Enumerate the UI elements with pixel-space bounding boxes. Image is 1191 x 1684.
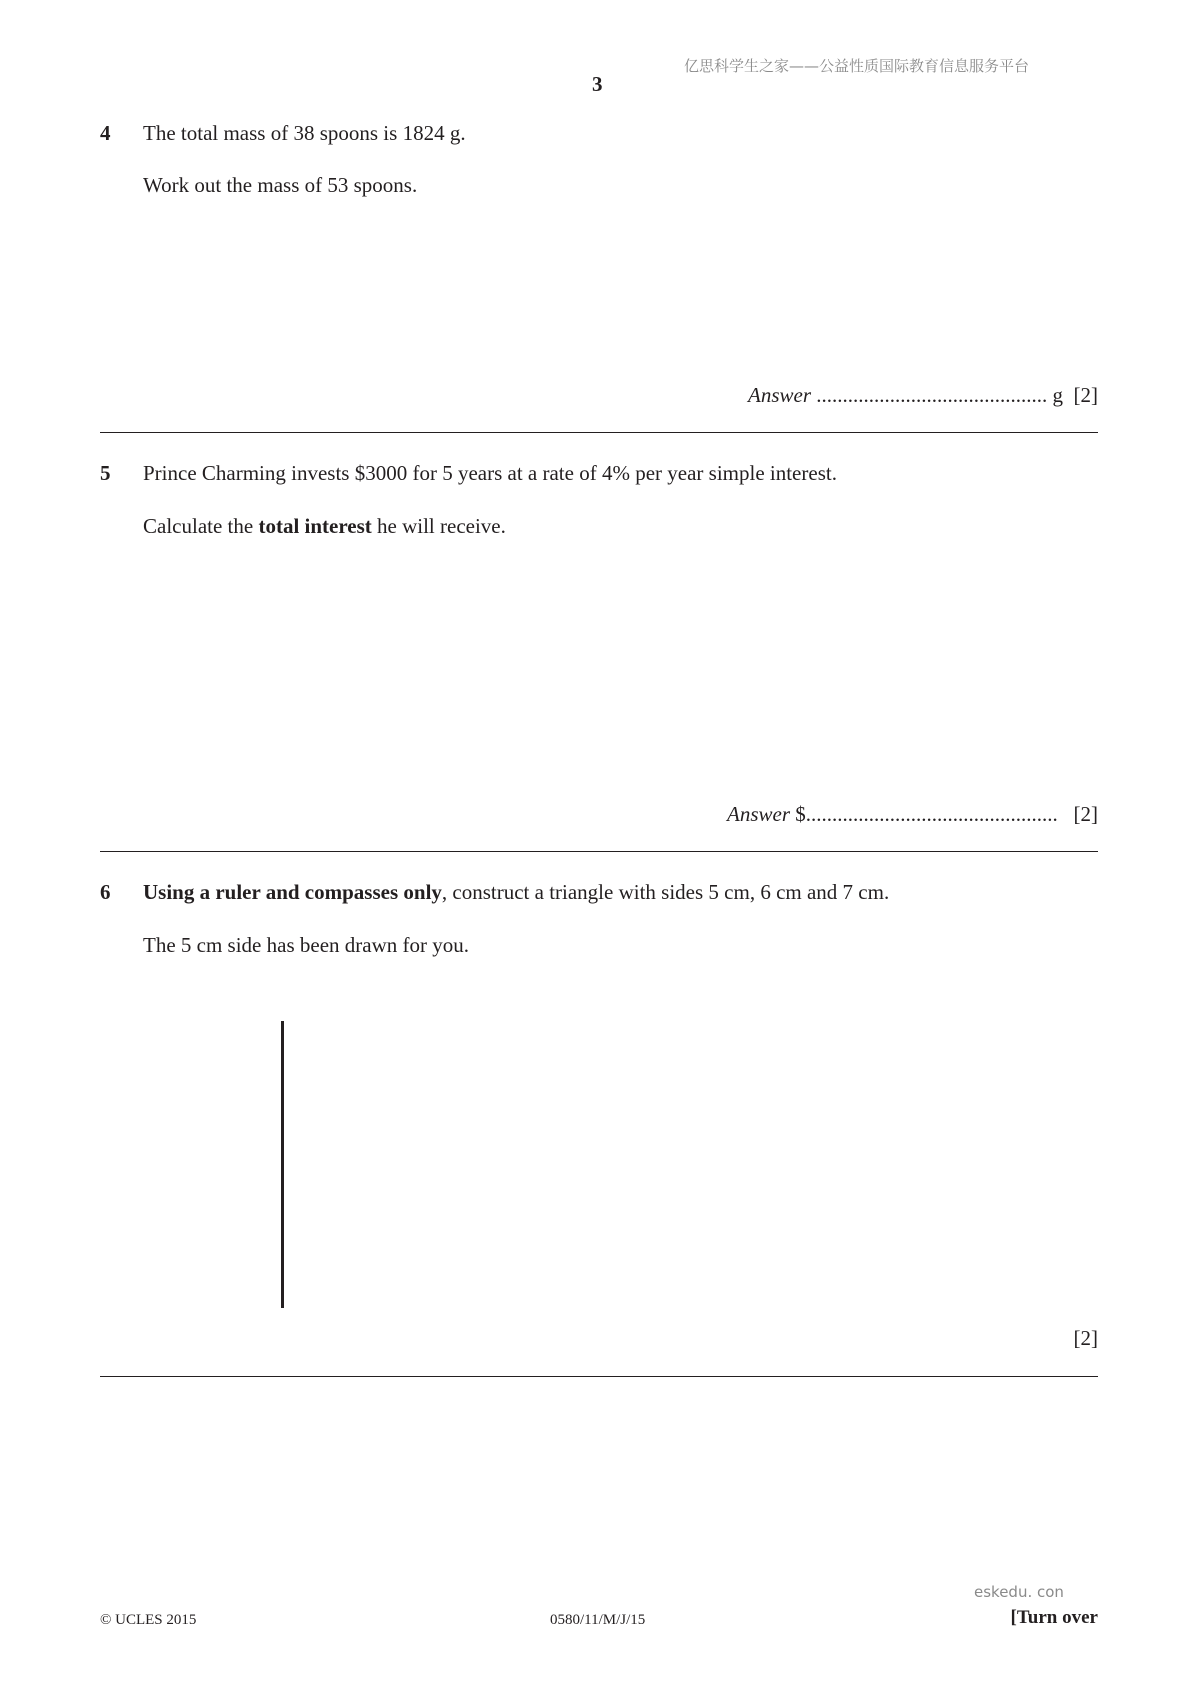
question-4-number: 4 [100, 121, 111, 145]
given-side-line [281, 1021, 284, 1308]
answer-prefix: $ [795, 802, 806, 826]
question-6-marks: [2] [1073, 1326, 1098, 1350]
answer-dots: ............................................ [816, 383, 1048, 407]
question-4-answer-line [748, 383, 1098, 408]
answer-label: Answer [727, 802, 790, 826]
question-6-instruction: The 5 cm side has been drawn for you. [143, 933, 469, 957]
question-4-text: The total mass of 38 spoons is 1824 g. [143, 121, 466, 145]
instruction-emphasis: Using a ruler and compasses only [143, 880, 442, 904]
paper-code: 0580/11/M/J/15 [550, 1612, 646, 1628]
answer-label: Answer [748, 383, 811, 407]
copyright: © UCLES 2015 [100, 1612, 197, 1628]
question-divider [100, 1376, 1098, 1377]
turn-over: [Turn over [1010, 1607, 1098, 1628]
question-5-text: Prince Charming invests $3000 for 5 years at a rate of 4% per year simple interest. [143, 461, 837, 485]
instruction-text: Calculate the [143, 514, 259, 538]
question-divider [100, 851, 1098, 852]
question-6-text [143, 880, 889, 905]
instruction-text: he will receive. [371, 514, 506, 538]
question-5-number: 5 [100, 461, 111, 485]
question-6-number: 6 [100, 880, 111, 904]
watermark-text: 亿思科学生之家——公益性质国际教育信息服务平台 [684, 57, 1030, 75]
question-4-marks: [2] [1073, 383, 1098, 407]
answer-unit: g [1052, 383, 1063, 407]
instruction-emphasis: total interest [258, 514, 372, 538]
question-4-instruction: Work out the mass of 53 spoons. [143, 173, 418, 197]
page-number: 3 [592, 72, 603, 96]
question-5-answer-line [727, 802, 1098, 827]
instruction-text: , construct a triangle with sides 5 cm, 6 cm and 7 cm. [441, 880, 890, 904]
question-5-marks: [2] [1073, 802, 1098, 826]
answer-dots: ................................................ [805, 802, 1058, 826]
site-watermark: eskedu. con [974, 1583, 1064, 1601]
question-5-instruction [143, 514, 506, 539]
question-divider [100, 432, 1098, 433]
